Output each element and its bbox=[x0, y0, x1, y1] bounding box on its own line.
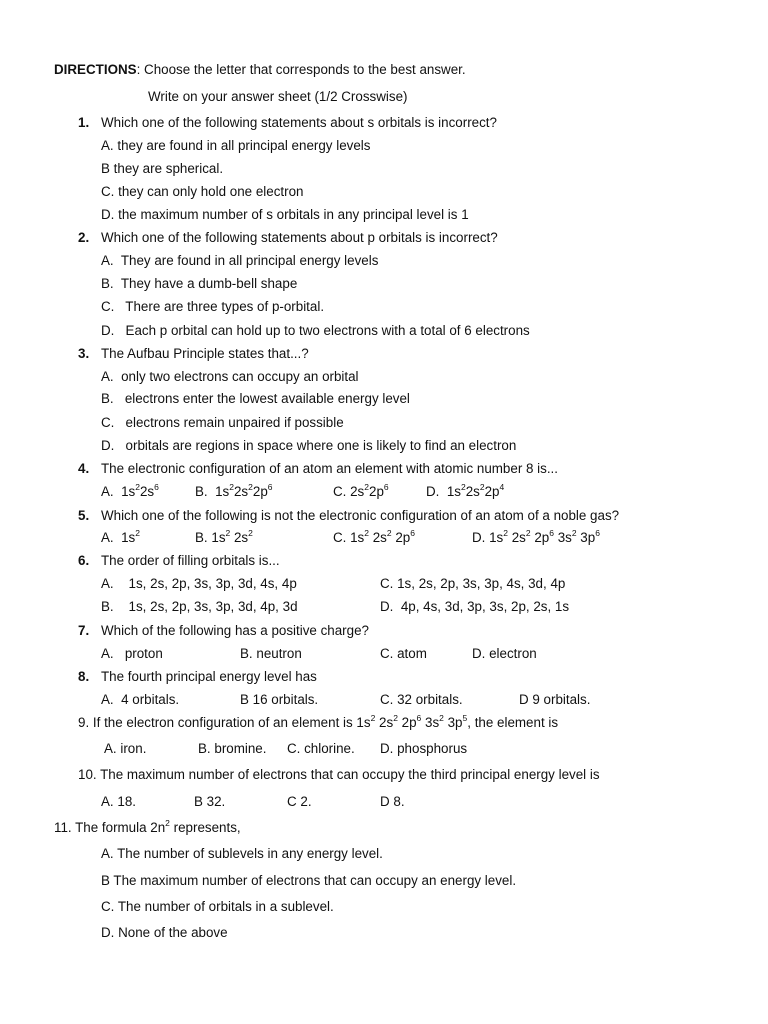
option-6c: C. 1s, 2s, 2p, 3s, 3p, 4s, 3d, 4p bbox=[380, 576, 566, 591]
option-6d: D. 4p, 4s, 3d, 3p, 3s, 2p, 2s, 1s bbox=[380, 599, 570, 614]
question-number: 3. bbox=[78, 346, 90, 361]
option-10d: D 8. bbox=[380, 794, 405, 809]
question-text-prefix: If the electron configuration of an element is bbox=[92, 715, 357, 730]
question-2 bbox=[78, 230, 498, 246]
option-11d: D. None of the above bbox=[101, 925, 228, 940]
question-7 bbox=[78, 623, 369, 639]
option-2d: D. Each p orbital can hold up to two electrons with a total of 6 electrons bbox=[101, 323, 530, 338]
option-11b: B The maximum number of electrons that can occupy an energy level. bbox=[101, 873, 517, 888]
option-1a: A. they are found in all principal energy levels bbox=[101, 138, 371, 153]
question-8 bbox=[78, 669, 317, 685]
option-7b: B. neutron bbox=[240, 646, 302, 661]
question-text: Which one of the following statements about p orbitals is incorrect? bbox=[101, 230, 498, 245]
question-text: The formula $2n^2$ represents, bbox=[75, 817, 241, 835]
directions-line bbox=[54, 62, 466, 78]
directions-subtext: Write on your answer sheet (1/2 Crosswise) bbox=[148, 89, 408, 104]
option-9b: B. bromine. bbox=[198, 741, 267, 756]
option-10b: B 32. bbox=[194, 794, 226, 809]
option-5b: B. $1s^2$ $2s^2$ bbox=[195, 527, 253, 545]
option-7d: D. electron bbox=[472, 646, 537, 661]
option-2c: C. There are three types of p-orbital. bbox=[101, 299, 325, 314]
option-2b: B. They have a dumb-bell shape bbox=[101, 276, 298, 291]
question-number: 7. bbox=[78, 623, 90, 638]
option-9c: C. chlorine. bbox=[287, 741, 355, 756]
option-9d: D. phosphorus bbox=[380, 741, 468, 756]
question-1 bbox=[78, 115, 497, 131]
question-text: Which of the following has a positive charge? bbox=[101, 623, 369, 638]
option-10a: A. 18. bbox=[101, 794, 136, 809]
question-number: 5. bbox=[78, 508, 90, 523]
directions-text: : Choose the letter that corresponds to the best answer. bbox=[136, 62, 466, 77]
question-5 bbox=[78, 508, 619, 524]
option-3a: A. only two electrons can occupy an orbital bbox=[101, 369, 359, 384]
option-2a: A. They are found in all principal energy levels bbox=[101, 253, 379, 268]
question-text-suffix: , the element is bbox=[467, 715, 559, 730]
option-10c: C 2. bbox=[287, 794, 312, 809]
option-4d: D. $1s^22s^22p^4$ bbox=[426, 481, 505, 499]
question-6 bbox=[78, 553, 280, 569]
option-3d: D. orbitals are regions in space where one is likely to find an electron bbox=[101, 438, 517, 453]
question-number: 1. bbox=[78, 115, 90, 130]
question-number: 8. bbox=[78, 669, 90, 684]
option-8b: B 16 orbitals. bbox=[240, 692, 319, 707]
option-11a: A. The number of sublevels in any energy level. bbox=[101, 846, 383, 861]
electron-configuration: $1s^2$ $2s^2$ $2p^6$ $3s^2$ $3p^5$ bbox=[356, 712, 468, 730]
option-7a: A. proton bbox=[101, 646, 163, 661]
question-text: The Aufbau Principle states that...? bbox=[101, 346, 309, 361]
option-3b: B. electrons enter the lowest available energy level bbox=[101, 391, 410, 406]
question-3 bbox=[78, 346, 309, 362]
option-6b: B. 1s, 2s, 2p, 3s, 3p, 3d, 4p, 3d bbox=[101, 599, 298, 614]
option-7c: C. atom bbox=[380, 646, 427, 661]
question-text: The electronic configuration of an atom an element with atomic number 8 is... bbox=[101, 461, 559, 476]
question-10 bbox=[78, 767, 600, 783]
question-9 bbox=[78, 712, 559, 731]
option-5c: C. $1s^2$ $2s^2$ $2p^6$ bbox=[333, 527, 415, 545]
question-number: 4. bbox=[78, 461, 90, 476]
question-text: The order of filling orbitals is... bbox=[101, 553, 280, 568]
question-number: 10. bbox=[78, 767, 97, 782]
option-8c: C. 32 orbitals. bbox=[380, 692, 463, 707]
question-number: 9. bbox=[78, 715, 90, 730]
option-3c: C. electrons remain unpaired if possible bbox=[101, 415, 344, 430]
option-4c: C. $2s^22p^6$ bbox=[333, 481, 389, 499]
option-8d: D 9 orbitals. bbox=[519, 692, 591, 707]
option-1d: D. the maximum number of s orbitals in any principal level is 1 bbox=[101, 207, 469, 222]
option-6a: A. 1s, 2s, 2p, 3s, 3p, 3d, 4s, 4p bbox=[101, 576, 297, 591]
question-11 bbox=[54, 817, 241, 836]
question-text: Which one of the following is not the electronic configuration of an atom of a noble gas? bbox=[101, 508, 620, 523]
option-1b: B they are spherical. bbox=[101, 161, 224, 176]
option-9a: A. iron. bbox=[104, 741, 147, 756]
option-4b: B. $1s^22s^22p^6$ bbox=[195, 481, 273, 499]
question-number: 6. bbox=[78, 553, 90, 568]
question-text: The maximum number of electrons that can occupy the third principal energy level is bbox=[100, 767, 600, 782]
question-4 bbox=[78, 461, 558, 477]
question-number: 11. bbox=[54, 820, 72, 835]
option-5d: D. $1s^2$ $2s^2$ $2p^6$ $3s^2$ $3p^6$ bbox=[472, 527, 600, 545]
question-text: The fourth principal energy level has bbox=[101, 669, 317, 684]
option-11c: C. The number of orbitals in a sublevel. bbox=[101, 899, 334, 914]
question-text: Which one of the following statements about s orbitals is incorrect? bbox=[101, 115, 497, 130]
question-number: 2. bbox=[78, 230, 90, 245]
option-8a: A. 4 orbitals. bbox=[101, 692, 180, 707]
option-1c: C. they can only hold one electron bbox=[101, 184, 304, 199]
option-5a: A. $1s^2$ bbox=[101, 527, 140, 545]
directions-label: DIRECTIONS bbox=[54, 62, 137, 77]
option-4a: A. $1s^22s^6$ bbox=[101, 481, 159, 499]
